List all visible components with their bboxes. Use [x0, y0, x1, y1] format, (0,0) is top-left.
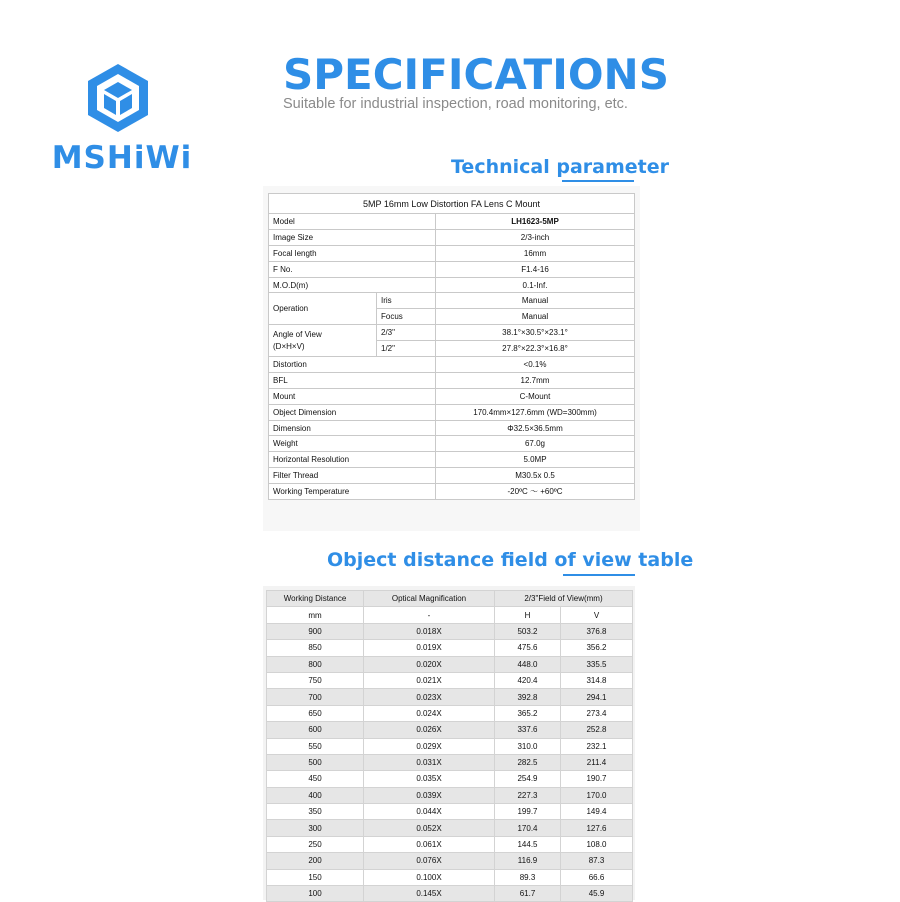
fov-h: 254.9: [495, 771, 561, 787]
fov-working-distance: 400: [267, 787, 364, 803]
fov-working-distance: 750: [267, 672, 364, 688]
spec-value: 27.8°×22.3°×16.8°: [436, 341, 635, 357]
fov-row: [267, 689, 633, 705]
fov-v: 108.0: [561, 836, 633, 852]
spec-label: Image Size: [269, 229, 436, 245]
spec-label: Dimension: [269, 420, 436, 436]
fov-h: 144.5: [495, 836, 561, 852]
fov-header-field-of-view: 2/3"Field of View(mm): [495, 591, 633, 607]
fov-h: 310.0: [495, 738, 561, 754]
spec-label: Mount: [269, 388, 436, 404]
fov-h: 227.3: [495, 787, 561, 803]
spec-label: Distortion: [269, 357, 436, 373]
spec-sublabel: 1/2": [377, 341, 436, 357]
spec-row: [269, 372, 635, 388]
fov-row: [267, 787, 633, 803]
fov-magnification: 0.023X: [364, 689, 495, 705]
fov-magnification: 0.029X: [364, 738, 495, 754]
spec-row: [269, 293, 635, 309]
fov-working-distance: 300: [267, 820, 364, 836]
spec-label: Object Dimension: [269, 404, 436, 420]
fov-v: 335.5: [561, 656, 633, 672]
spec-row: [269, 468, 635, 484]
spec-title-row: [269, 194, 635, 214]
spec-row: [269, 452, 635, 468]
fov-h: 448.0: [495, 656, 561, 672]
fov-working-distance: 250: [267, 836, 364, 852]
fov-v: 314.8: [561, 672, 633, 688]
spec-value: Manual: [436, 293, 635, 309]
spec-value: F1.4-16: [436, 261, 635, 277]
spec-value: 38.1°×30.5°×23.1°: [436, 325, 635, 341]
fov-magnification: 0.035X: [364, 771, 495, 787]
spec-row: [269, 484, 635, 500]
fov-h: 199.7: [495, 804, 561, 820]
spec-label: Angle of View: [273, 329, 322, 339]
spec-sublabel: Iris: [377, 293, 436, 309]
fov-v: 356.2: [561, 640, 633, 656]
fov-working-distance: 150: [267, 869, 364, 885]
spec-value: 16mm: [436, 245, 635, 261]
fov-row: [267, 836, 633, 852]
fov-v: 252.8: [561, 722, 633, 738]
fov-h: 89.3: [495, 869, 561, 885]
spec-label: Focal length: [269, 245, 436, 261]
fov-v: 149.4: [561, 804, 633, 820]
spec-row: [269, 420, 635, 436]
fov-header-row: [267, 591, 633, 607]
spec-value: 170.4mm×127.6mm (WD=300mm): [436, 404, 635, 420]
fov-v: 376.8: [561, 623, 633, 639]
spec-row: [269, 229, 635, 245]
fov-h: 365.2: [495, 705, 561, 721]
spec-label: Operation: [269, 293, 377, 325]
fov-working-distance: 900: [267, 623, 364, 639]
fov-v: 170.0: [561, 787, 633, 803]
page-title: SPECIFICATIONS: [283, 50, 669, 99]
fov-magnification: 0.021X: [364, 672, 495, 688]
fov-magnification: 0.018X: [364, 623, 495, 639]
fov-v: 232.1: [561, 738, 633, 754]
spec-sublabel: 2/3": [377, 325, 436, 341]
spec-table: [268, 193, 635, 500]
fov-row: [267, 853, 633, 869]
fov-magnification: 0.145X: [364, 886, 495, 902]
fov-h: 116.9: [495, 853, 561, 869]
fov-row: [267, 640, 633, 656]
spec-value: M30.5x 0.5: [436, 468, 635, 484]
spec-label: M.O.D(m): [269, 277, 436, 293]
fov-working-distance: 100: [267, 886, 364, 902]
spec-label: Weight: [269, 436, 436, 452]
fov-working-distance: 550: [267, 738, 364, 754]
fov-h: 61.7: [495, 886, 561, 902]
spec-value: -20ºC ～ +60ºC: [436, 484, 635, 500]
fov-magnification: 0.076X: [364, 853, 495, 869]
fov-working-distance: 500: [267, 754, 364, 770]
fov-row: [267, 738, 633, 754]
fov-v: 190.7: [561, 771, 633, 787]
brand-logo: [42, 62, 198, 182]
fov-header-magnification: Optical Magnification: [364, 591, 495, 607]
fov-row: [267, 623, 633, 639]
spec-value: Φ32.5×36.5mm: [436, 420, 635, 436]
spec-row: [269, 245, 635, 261]
spec-value: <0.1%: [436, 357, 635, 373]
fov-h: 503.2: [495, 623, 561, 639]
fov-working-distance: 650: [267, 705, 364, 721]
spec-row: [269, 388, 635, 404]
fov-working-distance: 850: [267, 640, 364, 656]
fov-row: [267, 771, 633, 787]
fov-h: 337.6: [495, 722, 561, 738]
fov-v: 87.3: [561, 853, 633, 869]
fov-header-working-distance: Working Distance: [267, 591, 364, 607]
spec-table-title: 5MP 16mm Low Distortion FA Lens C Mount: [269, 194, 635, 214]
spec-value: 2/3-inch: [436, 229, 635, 245]
spec-label: Model: [269, 214, 436, 230]
fov-working-distance: 450: [267, 771, 364, 787]
spec-row: [269, 325, 635, 341]
fov-h: 170.4: [495, 820, 561, 836]
fov-magnification: 0.052X: [364, 820, 495, 836]
fov-table-heading: Object distance field of view table: [327, 549, 694, 571]
technical-parameter-heading: Technical parameter: [451, 156, 669, 178]
spec-label: (D×H×V): [273, 341, 305, 351]
fov-magnification: 0.019X: [364, 640, 495, 656]
spec-value: 67.0g: [436, 436, 635, 452]
technical-heading-underline: [562, 180, 634, 182]
fov-table: [266, 590, 633, 902]
fov-unit: mm: [267, 607, 364, 623]
fov-body: [267, 623, 633, 902]
fov-row: [267, 804, 633, 820]
fov-v: 211.4: [561, 754, 633, 770]
spec-value: 5.0MP: [436, 452, 635, 468]
spec-value: 12.7mm: [436, 372, 635, 388]
fov-h: 475.6: [495, 640, 561, 656]
spec-label: Filter Thread: [269, 468, 436, 484]
spec-label-angle-of-view: [269, 325, 377, 357]
fov-magnification: 0.026X: [364, 722, 495, 738]
fov-working-distance: 800: [267, 656, 364, 672]
fov-working-distance: 200: [267, 853, 364, 869]
spec-label: Working Temperature: [269, 484, 436, 500]
fov-heading-underline: [563, 574, 635, 576]
fov-unit: H: [495, 607, 561, 623]
spec-label: F No.: [269, 261, 436, 277]
fov-row: [267, 869, 633, 885]
fov-h: 282.5: [495, 754, 561, 770]
fov-units-row: [267, 607, 633, 623]
fov-magnification: 0.031X: [364, 754, 495, 770]
spec-value: LH1623-5MP: [436, 214, 635, 230]
spec-sublabel: Focus: [377, 309, 436, 325]
fov-row: [267, 886, 633, 902]
fov-row: [267, 705, 633, 721]
spec-label: BFL: [269, 372, 436, 388]
spec-row: [269, 214, 635, 230]
fov-row: [267, 754, 633, 770]
fov-magnification: 0.044X: [364, 804, 495, 820]
fov-row: [267, 656, 633, 672]
fov-v: 45.9: [561, 886, 633, 902]
fov-magnification: 0.024X: [364, 705, 495, 721]
fov-unit: V: [561, 607, 633, 623]
fov-unit: -: [364, 607, 495, 623]
fov-working-distance: 350: [267, 804, 364, 820]
fov-row: [267, 672, 633, 688]
fov-h: 420.4: [495, 672, 561, 688]
fov-v: 127.6: [561, 820, 633, 836]
fov-working-distance: 700: [267, 689, 364, 705]
fov-v: 294.1: [561, 689, 633, 705]
fov-magnification: 0.100X: [364, 869, 495, 885]
fov-v: 66.6: [561, 869, 633, 885]
fov-magnification: 0.061X: [364, 836, 495, 852]
spec-row: [269, 404, 635, 420]
spec-row: [269, 277, 635, 293]
spec-row: [269, 261, 635, 277]
spec-value: Manual: [436, 309, 635, 325]
spec-value: C-Mount: [436, 388, 635, 404]
fov-working-distance: 600: [267, 722, 364, 738]
page-subtitle: Suitable for industrial inspection, road monitoring, etc.: [283, 96, 628, 112]
spec-label: Horizontal Resolution: [269, 452, 436, 468]
fov-v: 273.4: [561, 705, 633, 721]
spec-value: 0.1-Inf.: [436, 277, 635, 293]
spec-row: [269, 357, 635, 373]
brand-name: MSHiWi: [51, 140, 193, 176]
fov-magnification: 0.020X: [364, 656, 495, 672]
cube-logo-icon: [85, 62, 151, 134]
spec-row: [269, 436, 635, 452]
fov-h: 392.8: [495, 689, 561, 705]
fov-magnification: 0.039X: [364, 787, 495, 803]
fov-row: [267, 722, 633, 738]
fov-row: [267, 820, 633, 836]
